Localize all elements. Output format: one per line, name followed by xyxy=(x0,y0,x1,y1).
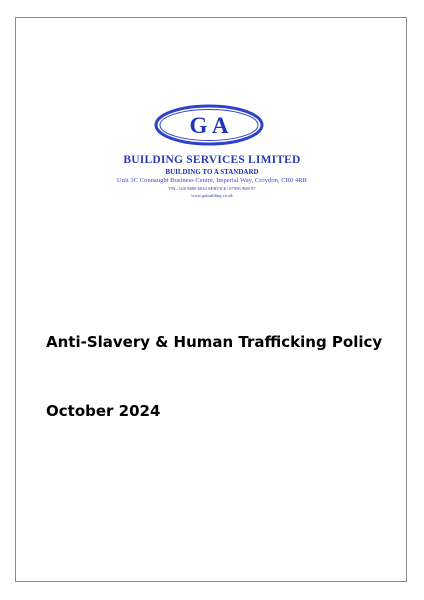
company-logo xyxy=(154,104,264,146)
company-name: BUILDING SERVICES LIMITED xyxy=(123,154,301,166)
page-border xyxy=(15,17,407,582)
company-tagline: BUILDING TO A STANDARD xyxy=(165,168,259,176)
company-address: Unit 3C Connaught Business Centre, Imperial Way, Croydon, CR0 4RR xyxy=(116,177,308,184)
company-website: www.gabuilding.co.uk xyxy=(191,193,233,198)
logo-emblem xyxy=(154,104,264,146)
company-telephone: TEL: 020 8680 6834 SERVICE: 07956 968197 xyxy=(168,186,256,191)
document-title: Anti-Slavery & Human Trafficking Policy xyxy=(46,333,383,351)
document-date: October 2024 xyxy=(46,402,161,420)
logo-initials: G A xyxy=(189,113,229,138)
